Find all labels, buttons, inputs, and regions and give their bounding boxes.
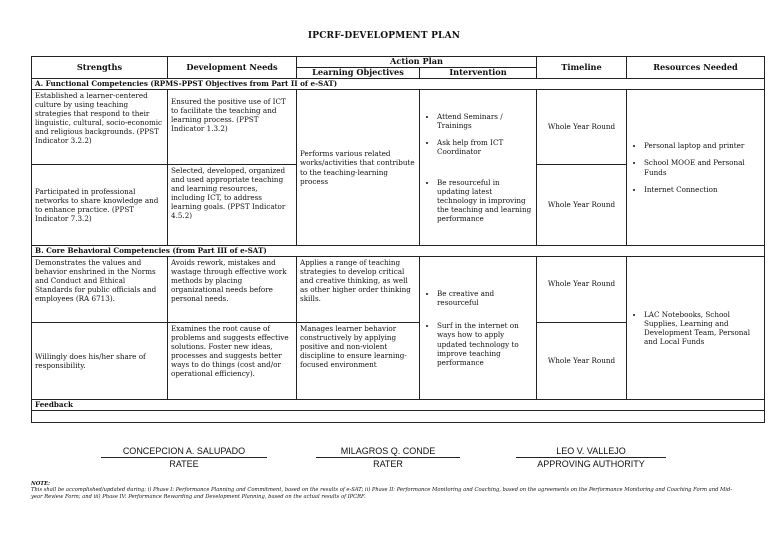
section-b-need-1: Avoids rework, mistakes and wastage through effective work methods by placing organizational needs before personal needs. <box>168 257 297 323</box>
note-label: NOTE: <box>31 481 50 487</box>
approver-role: APPROVING AUTHORITY <box>537 459 645 469</box>
section-a-resource-2: • School MOOE and Personal Funds <box>644 158 761 176</box>
section-a-need-2: Selected, developed, organized and used appropriate teaching and learning resources, including ICT, to address learning goals. (PPST Indicator 4.5.2) <box>168 165 297 246</box>
section-a-strength-1: Established a learner-centered culture by using teaching strategies that respond to their linguistic, cultural, socio-economic and religious backgrounds. (PPST Indicator 3.2.2) <box>32 90 168 165</box>
section-a-objective: Performs various related works/activities that contribute to the teaching-learning process <box>297 90 420 246</box>
section-b-resources <box>627 257 765 400</box>
section-a-need-1: Ensured the positive use of ICT to facilitate the teaching and learning process. (PPST Indicator 1.3.2) <box>168 90 297 165</box>
rater-name: MILAGROS Q. CONDE <box>316 446 460 458</box>
section-b-title: B. Core Behavioral Competencies (from Part III of e-SAT) <box>32 246 765 257</box>
section-b-need-2: Examines the root cause of problems and suggests effective solutions. Foster new ideas, processes and suggests better ways to do things (cost and/or operational efficiency). <box>168 323 297 400</box>
section-b-interventions <box>420 257 537 400</box>
signature-rater <box>316 446 460 469</box>
header-learning-objectives: Learning Objectives <box>297 68 420 79</box>
header-action-plan: Action Plan <box>297 57 537 68</box>
section-a-timeline-1: Whole Year Round <box>537 90 627 165</box>
header-development-needs: Development Needs <box>168 57 297 79</box>
ratee-name: CONCEPCION A. SALUPADO <box>101 446 267 458</box>
section-a-intervention-2: • Ask help from ICT Coordinator <box>437 138 533 156</box>
section-a-resource-1: • Personal laptop and printer <box>644 141 761 150</box>
feedback-field[interactable] <box>32 411 765 423</box>
header-resources: Resources Needed <box>627 57 765 79</box>
section-a-timeline-2: Whole Year Round <box>537 165 627 246</box>
header-strengths: Strengths <box>32 57 168 79</box>
signature-ratee <box>101 446 267 469</box>
header-timeline: Timeline <box>537 57 627 79</box>
section-b-timeline-2: Whole Year Round <box>537 323 627 400</box>
section-b-intervention-2: • Surf in the internet on ways how to apply updated technology to improve teaching performance <box>437 321 533 366</box>
section-b-objective-1: Applies a range of teaching strategies to develop critical and creative thinking, as well as other higher order thinking skills. <box>297 257 420 323</box>
feedback-label: Feedback <box>32 400 765 411</box>
section-b-resource-1: • LAC Notebooks, School Supplies, Learning and Development Team, Personal and Local Funds <box>644 310 761 346</box>
ratee-role: RATEE <box>169 459 199 469</box>
section-b-intervention-1: • Be creative and resourceful <box>437 289 533 307</box>
approver-name: LEO V. VALLEJO <box>516 446 666 458</box>
rater-role: RATER <box>373 459 403 469</box>
section-a-resources <box>627 90 765 246</box>
section-b-timeline-1: Whole Year Round <box>537 257 627 323</box>
section-b-objective-2: Manages learner behavior constructively by applying positive and non-violent discipline to ensure learning-focused environment <box>297 323 420 400</box>
section-a-intervention-1: • Attend Seminars / Trainings <box>437 112 533 130</box>
signature-approving-authority <box>516 446 666 469</box>
section-a-resource-3: • Internet Connection <box>644 185 761 194</box>
section-a-title: A. Functional Competencies (RPMS-PPST Objectives from Part II of e-SAT) <box>32 79 765 90</box>
section-b-strength-2: Willingly does his/her share of responsibility. <box>32 323 168 400</box>
footer-note <box>31 481 743 500</box>
section-a-strength-2: Participated in professional networks to share knowledge and to enhance practice. (PPST Indicator 7.3.2) <box>32 165 168 246</box>
development-plan-table <box>31 56 765 423</box>
header-intervention: Intervention <box>420 68 537 79</box>
section-a-interventions <box>420 90 537 246</box>
note-text: This shall be accomplished/updated during: i) Phase I: Performance Planning and Commitment, based on the results of e-SAT; ii) Phase II: Performance Monitoring and Coaching, based on the agreements on the Performance Monitoring and Coaching Form and Mid-year Review Form; and iii) Phase IV: Performance Rewarding and Development Planning, based on the actual results of IPCRF. <box>31 487 733 500</box>
document-title: IPCRF-DEVELOPMENT PLAN <box>307 31 461 41</box>
section-b-strength-1: Demonstrates the values and behavior enshrined in the Norms and Conduct and Ethical Standards for public officials and employees (RA 6713). <box>32 257 168 323</box>
section-a-intervention-3: • Be resourceful in updating latest technology in improving the teaching and learning performance <box>437 178 533 223</box>
